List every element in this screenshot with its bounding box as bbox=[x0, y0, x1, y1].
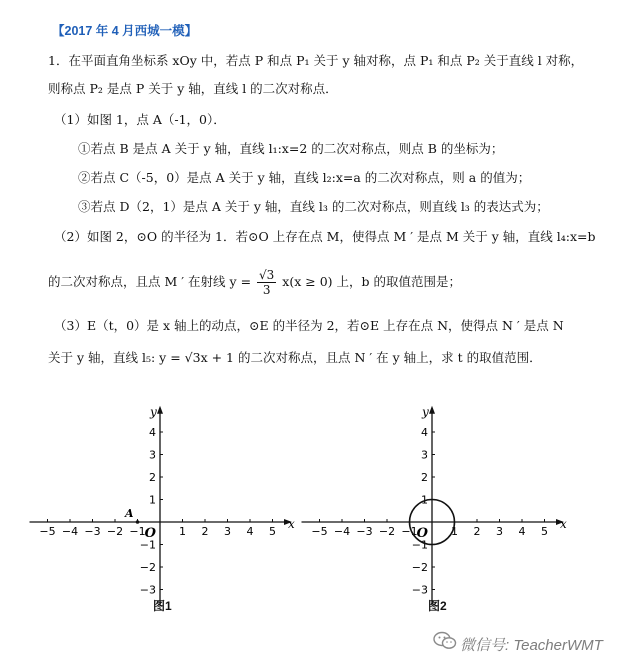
y-axis-label: y bbox=[150, 404, 157, 419]
part2-line-1: （2）如图 2，⊙O 的半径为 1．若⊙O 上存在点 M，使得点 M ′ 是点 M 关于 y 轴，直线 l₄:x=b bbox=[54, 229, 596, 244]
y-axis-arrow bbox=[157, 406, 163, 414]
x-tick-label: 2 bbox=[201, 525, 209, 538]
watermark-text: 微信号: TeacherWMT bbox=[460, 637, 603, 654]
part2-text-b: x(x ≥ 0) 上，b 的取值范围是； bbox=[282, 274, 461, 289]
y-tick-label: 4 bbox=[421, 426, 428, 439]
wechat-icon bbox=[433, 631, 457, 651]
figure-1-caption: 图1 bbox=[153, 599, 172, 613]
x-tick-label: −4 bbox=[61, 525, 79, 538]
y-tick-label: −2 bbox=[139, 561, 156, 574]
y-tick-label: 1 bbox=[149, 493, 156, 507]
x-tick-label: 3 bbox=[224, 525, 231, 538]
origin-label: O bbox=[144, 526, 156, 541]
part1-question-3: ③若点 D（2，1）是点 A 关于 y 轴，直线 l₃ 的二次对称点，则直线 l₃ 的表达式为； bbox=[78, 199, 549, 214]
problem-line-2: 则称点 P₂ 是点 P 关于 y 轴，直线 l 的二次对称点． bbox=[48, 81, 338, 96]
y-tick-label: −3 bbox=[411, 583, 428, 597]
x-tick-label: −5 bbox=[39, 525, 56, 538]
x-tick-label: 4 bbox=[246, 525, 254, 538]
point-a-marker bbox=[136, 520, 140, 524]
x-tick-label: 5 bbox=[269, 525, 276, 538]
figure-2-coordinate-plane bbox=[311, 398, 585, 597]
part3-line-1: （3）E（t，0）是 x 轴上的动点，⊙E 的半径为 2，若⊙E 上存在点 N，使得点 N ′ 是点 N bbox=[54, 318, 564, 333]
origin-label: O bbox=[416, 526, 428, 541]
part2-text-a: 的二次对称点，且点 M ′ 在射线 y = bbox=[48, 274, 252, 289]
figure-2-caption: 图2 bbox=[428, 599, 447, 613]
x-tick-label: 1 bbox=[179, 525, 186, 538]
y-tick-label: −2 bbox=[411, 561, 428, 574]
x-tick-label: −3 bbox=[84, 525, 101, 538]
y-tick-label: 3 bbox=[421, 448, 428, 462]
x-tick-label: 1 bbox=[451, 525, 458, 538]
figure-1-coordinate-plane bbox=[39, 404, 310, 597]
part1-intro: （1）如图 1，点 A（-1，0）． bbox=[54, 112, 226, 127]
x-axis-label: x bbox=[288, 517, 295, 531]
x-tick-label: −4 bbox=[333, 525, 351, 538]
x-tick-label: −2 bbox=[378, 525, 396, 538]
x-axis-label: x bbox=[560, 517, 567, 531]
y-tick-label: 1 bbox=[421, 493, 428, 507]
x-tick-label: −1 bbox=[401, 525, 418, 538]
x-tick-label: −5 bbox=[311, 525, 328, 538]
part3-line-2: 关于 y 轴，直线 l₅: y = √3x + 1 的二次对称点，且点 N ′ 在 y 轴上，求 t 的取值范围． bbox=[48, 350, 542, 365]
y-tick-label: −1 bbox=[139, 538, 156, 552]
y-tick-label: −3 bbox=[139, 583, 156, 597]
fraction-numerator: √3 bbox=[259, 268, 275, 282]
y-axis-arrow bbox=[429, 406, 435, 414]
x-tick-label: −3 bbox=[356, 525, 373, 538]
y-axis-label: y bbox=[422, 404, 429, 419]
part1-question-1: ①若点 B 是点 A 关于 y 轴，直线 l₁:x=2 的二次对称点，则点 B 的坐标为； bbox=[78, 141, 504, 156]
y-tick-label: −1 bbox=[411, 538, 428, 552]
x-tick-label: 2 bbox=[473, 525, 481, 538]
part1-question-2: ②若点 C（-5，0）是点 A 关于 y 轴，直线 l₂:x=a 的二次对称点，则 a 的值为； bbox=[78, 170, 531, 185]
y-tick-label: 2 bbox=[421, 471, 428, 484]
part2-line-2 bbox=[48, 268, 461, 297]
point-a-label: A bbox=[124, 507, 134, 520]
y-tick-label: 4 bbox=[149, 426, 156, 439]
x-tick-label: 5 bbox=[541, 525, 548, 538]
sqrt3-over-3-fraction bbox=[257, 268, 276, 297]
y-tick-label: 3 bbox=[149, 448, 156, 462]
y-tick-label: 2 bbox=[149, 471, 156, 484]
source-tag: 【2017 年 4 月西城一模】 bbox=[52, 24, 198, 38]
x-tick-label: −1 bbox=[129, 525, 146, 538]
x-tick-label: 4 bbox=[518, 525, 526, 538]
fraction-denominator: 3 bbox=[262, 283, 271, 297]
x-tick-label: 3 bbox=[496, 525, 503, 538]
problem-line-1: 1．在平面直角坐标系 xOy 中，若点 P 和点 P₁ 关于 y 轴对称，点 P₁ 和点 P₂ 关于直线 l 对称， bbox=[48, 53, 584, 68]
x-tick-label: −2 bbox=[106, 525, 124, 538]
